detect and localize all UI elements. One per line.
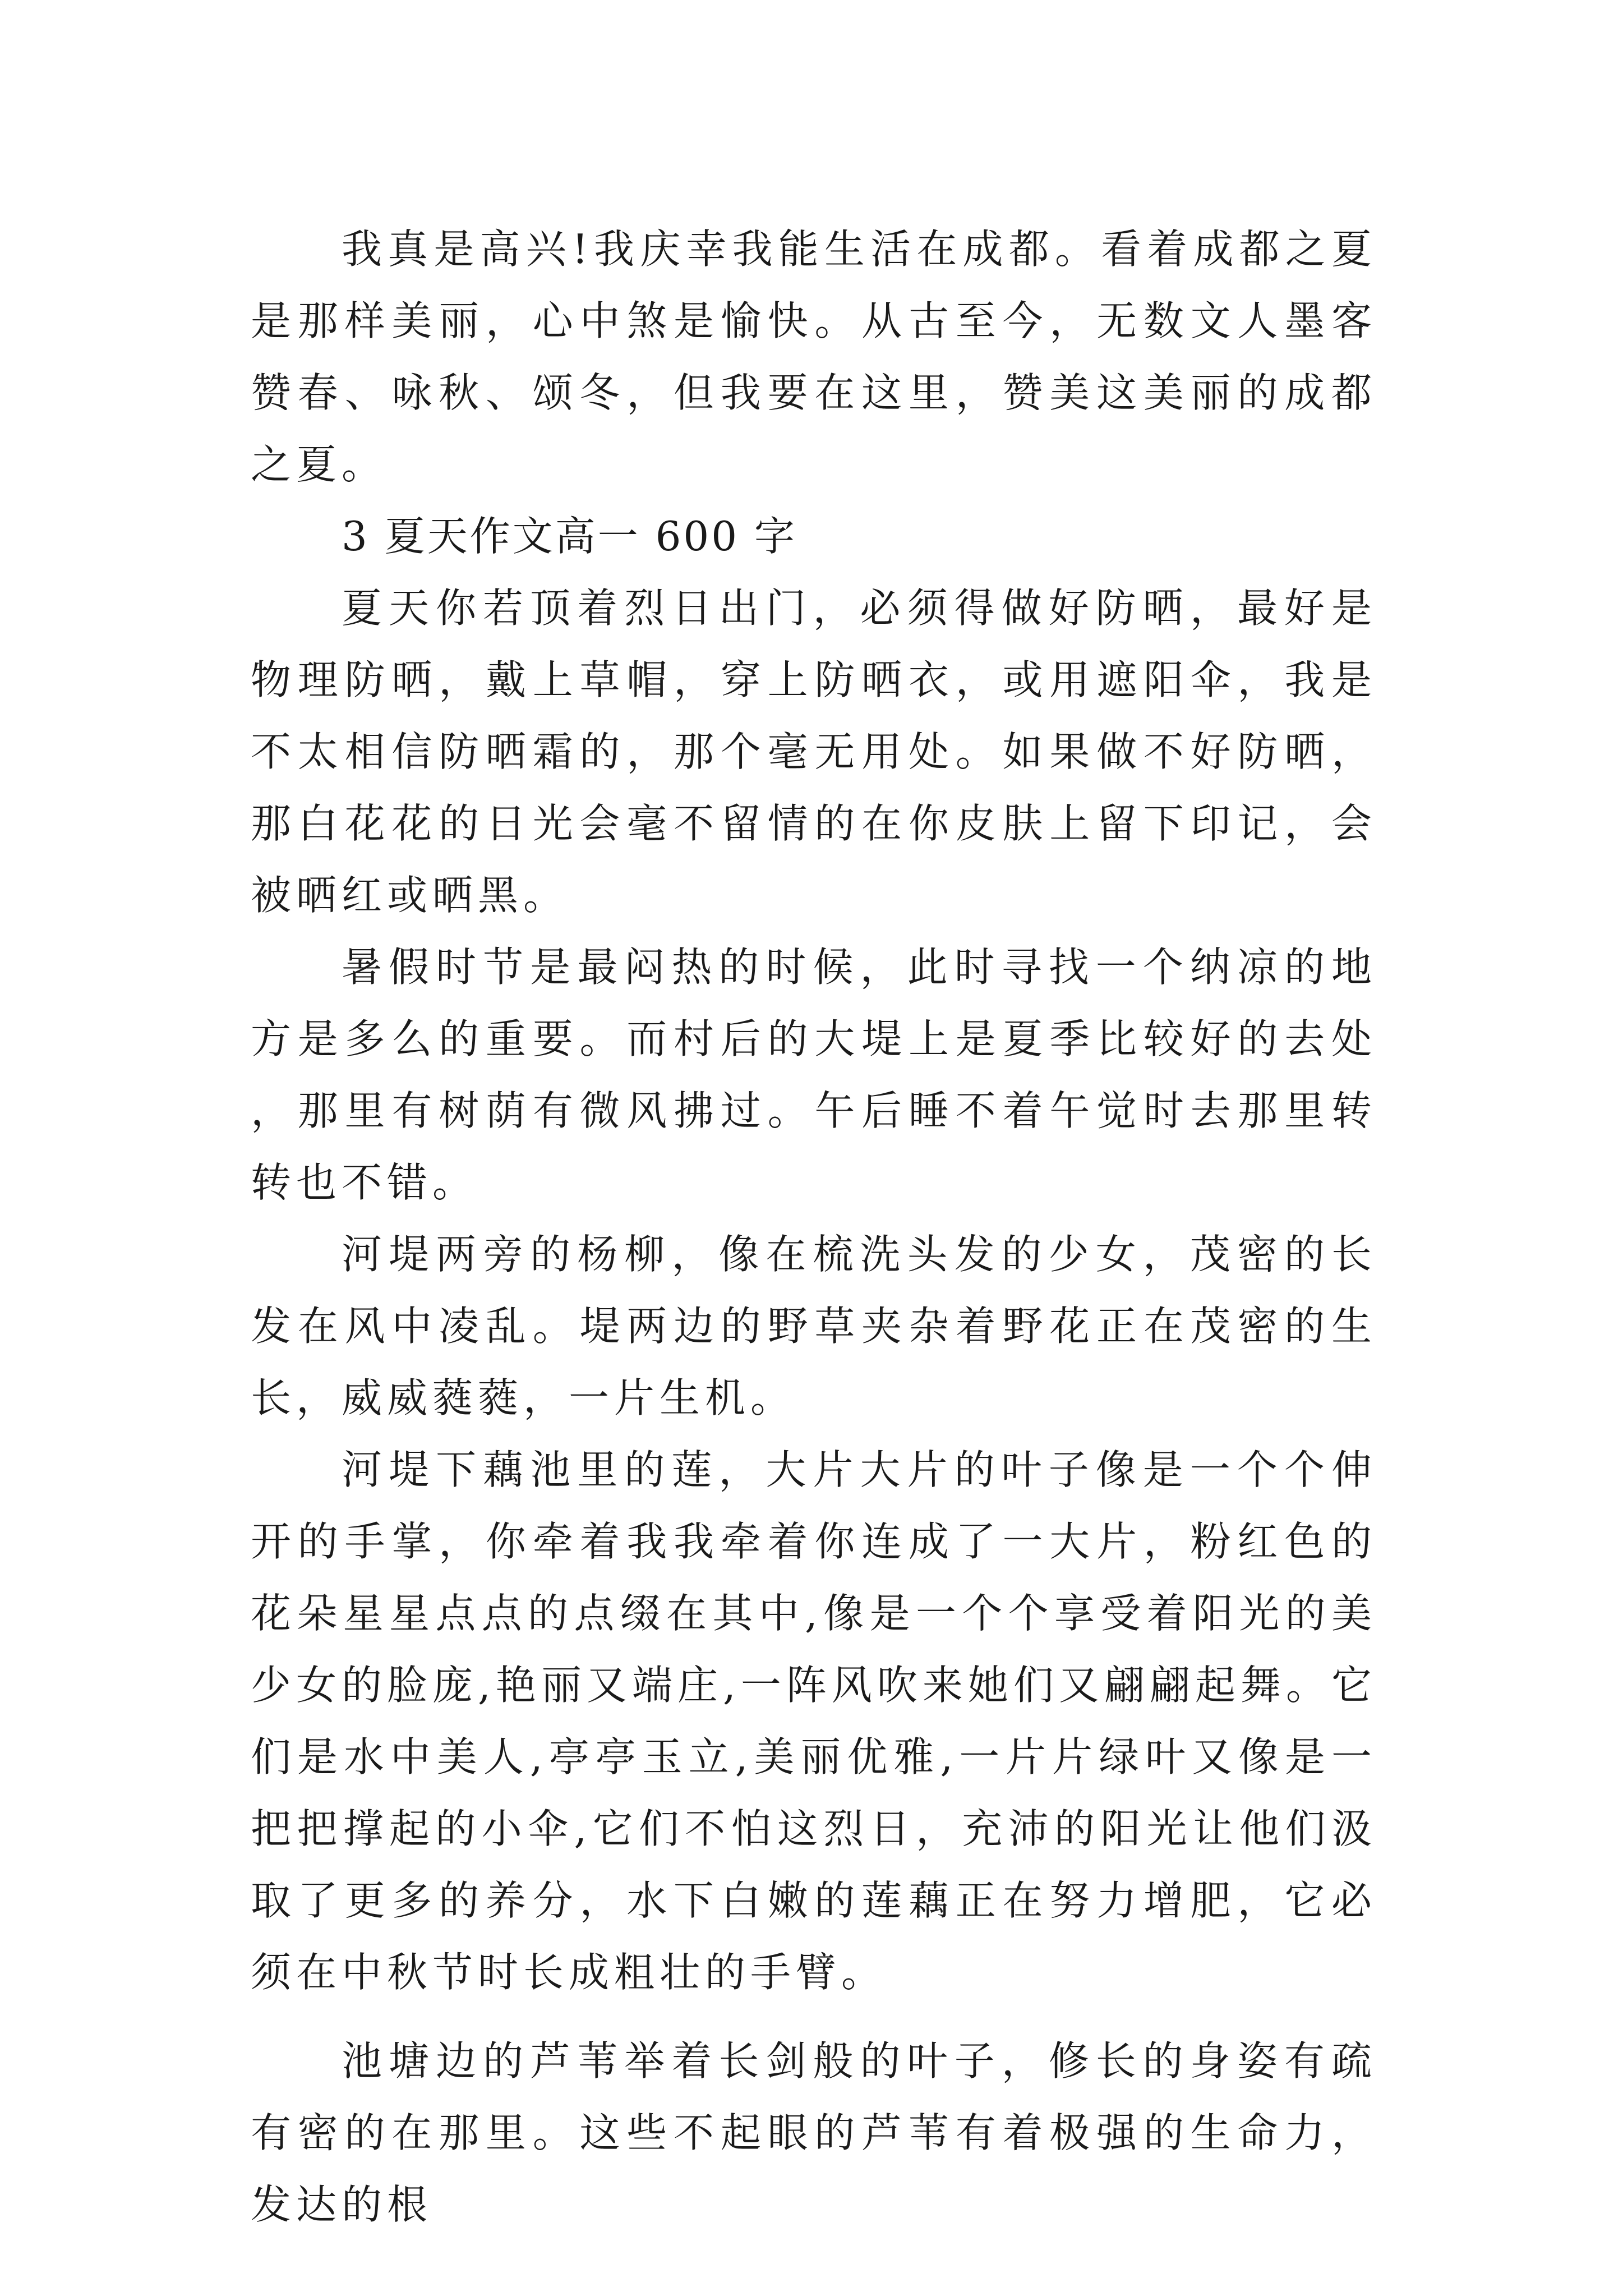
document-body bbox=[251, 213, 1377, 2240]
paragraph-reeds: 池塘边的芦苇举着长剑般的叶子，修长的身姿有疏有密的在那里。这些不起眼的芦苇有着极强的生命力，发达的根 bbox=[251, 2037, 1377, 2228]
paragraph-lotus-pond: 河堤下藕池里的莲，大片大片的叶子像是一个个伸开的手掌，你牵着我我牵着你连成了一大片，粉红色的花朵星星点点的点缀在其中,像是一个个享受着阳光的美少女的脸庞,艳丽又端庄,一阵风吹来她们又翩翩起舞。它们是水中美人,亭亭玉立,美丽优雅,一片片绿叶又像是一把把撑起的小伞,它们不怕这烈日，充沛的阳光让他们汲取了更多的养分，水下白嫩的莲藕正在努力增肥，它必须在中秋节时长成粗壮的手臂。 bbox=[251, 1446, 1377, 1996]
paragraph-chengdu-summer: 我真是高兴!我庆幸我能生活在成都。看着成都之夏是那样美丽，心中煞是愉快。从古至今，无数文人墨客赞春、咏秋、颂冬，但我要在这里，赞美这美丽的成都之夏。 bbox=[251, 226, 1377, 488]
paragraph-summer-vacation: 暑假时节是最闷热的时候，此时寻找一个纳凉的地方是多么的重要。而村后的大堤上是夏季比较好的去处 ，那里有树荫有微风拂过。午后睡不着午觉时去那里转转也不错。 bbox=[251, 944, 1377, 1206]
essay-heading: 3 夏天作文高一 600 字 bbox=[342, 513, 797, 560]
paragraph-willows: 河堤两旁的杨柳，像在梳洗头发的少女，茂密的长发在风中凌乱。堤两边的野草夹杂着野花正在茂密的生长，威威蕤蕤，一片生机。 bbox=[251, 1231, 1377, 1421]
paragraph-sun-protection: 夏天你若顶着烈日出门，必须得做好防晒，最好是物理防晒，戴上草帽，穿上防晒衣，或用遮阳伞，我是不太相信防晒霜的，那个毫无用处。如果做不好防晒，那白花花的日光会毫不留情的在你皮肤上留下印记，会被晒红或晒黑。 bbox=[251, 585, 1377, 919]
